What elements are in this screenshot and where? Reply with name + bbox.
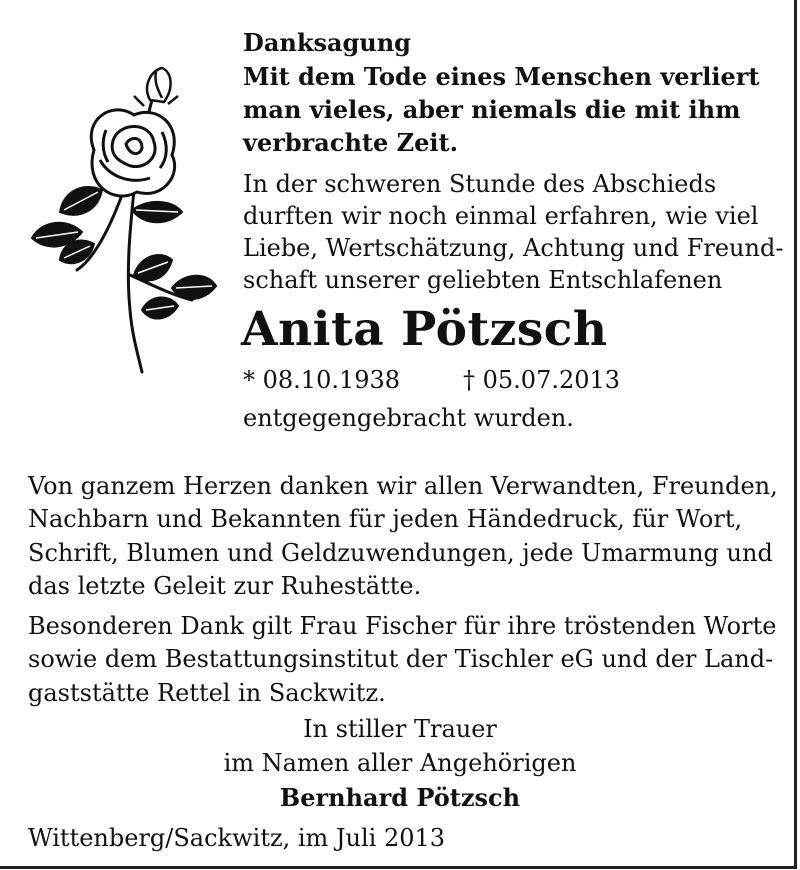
- thanks-line: das letzte Geleit zur Ruhestätte.: [28, 572, 422, 600]
- special-thanks-line: Besonderen Dank gilt Frau Fischer für ihre tröstenden Worte: [28, 612, 777, 640]
- motto-line: verbrachte Zeit.: [243, 128, 458, 157]
- intro-line: durften wir noch einmal erfahren, wie viel: [243, 202, 759, 230]
- death-date: † 05.07.2013: [463, 366, 621, 394]
- intro-line: Liebe, Wertschätzung, Achtung und Freund-: [243, 234, 784, 262]
- place-date: Wittenberg/Sackwitz, im Juli 2013: [28, 824, 446, 852]
- special-thanks-line: gaststätte Rettel in Sackwitz.: [28, 679, 386, 707]
- intro-end: entgegengebracht wurden.: [243, 404, 574, 432]
- thanks-line: Schrift, Blumen und Geldzuwendungen, jede Umarmung und: [28, 539, 773, 567]
- intro-line: schaft unserer geliebten Entschlafenen: [243, 266, 723, 294]
- thanks-line: Von ganzem Herzen danken wir allen Verwandten, Freunden,: [28, 472, 778, 500]
- thanks-line: Nachbarn und Bekannten für jeden Händedruck, für Wort,: [28, 505, 743, 533]
- intro-line: In der schweren Stunde des Abschieds: [243, 170, 717, 198]
- birth-date: * 08.10.1938: [243, 366, 401, 394]
- motto-line: Mit dem Tode eines Menschen verliert: [243, 62, 760, 91]
- motto-line: man vieles, aber niemals die mit ihm: [243, 95, 741, 124]
- notice-heading: Danksagung: [243, 28, 411, 57]
- rose-icon: [22, 60, 220, 375]
- closing-line: In stiller Trauer: [303, 715, 497, 743]
- special-thanks-line: sowie dem Bestattungsinstitut der Tischler eG und der Land-: [28, 645, 774, 673]
- closing-line: im Namen aller Angehörigen: [223, 749, 577, 777]
- deceased-name: Anita Pötzsch: [241, 302, 608, 357]
- signer-name: Bernhard Pötzsch: [279, 783, 521, 812]
